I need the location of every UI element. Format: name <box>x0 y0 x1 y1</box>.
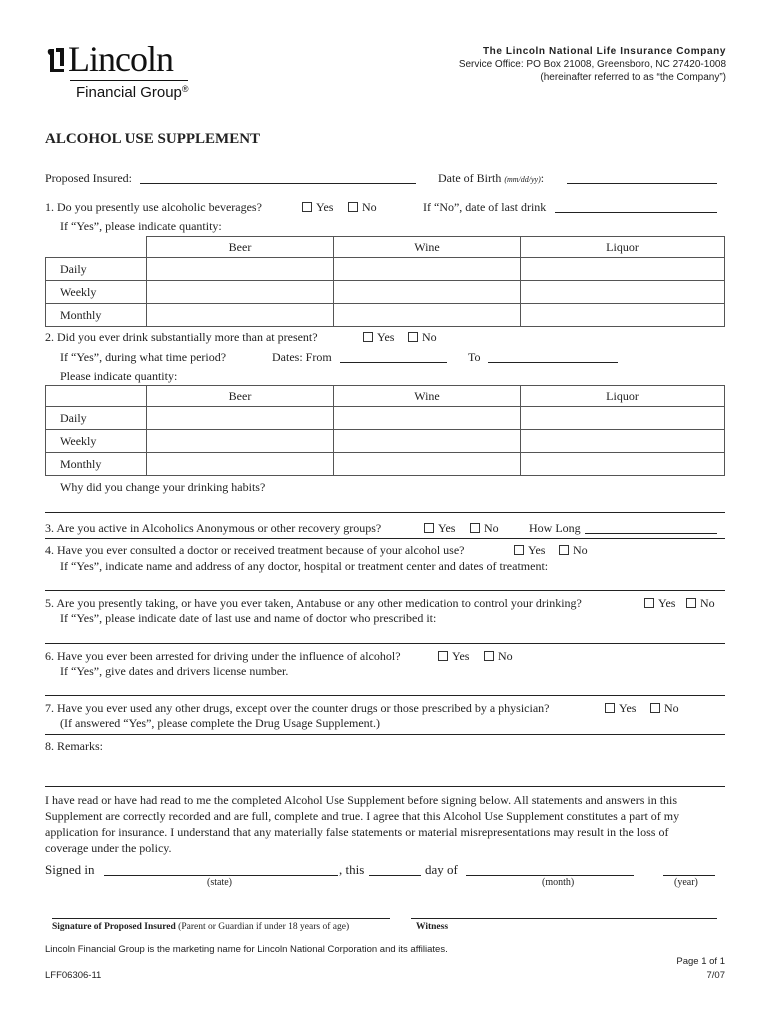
signed-in-state-field[interactable] <box>104 865 338 876</box>
q6-sub: If “Yes”, give dates and drivers license number. <box>60 664 289 678</box>
q6-no-checkbox[interactable] <box>484 651 494 661</box>
table-header-wine: Wine <box>334 386 521 407</box>
q7-no-checkbox[interactable] <box>650 703 660 713</box>
q4-answer-line[interactable] <box>45 590 725 591</box>
q1-yes-checkbox[interactable] <box>302 202 312 212</box>
state-caption: (state) <box>207 877 232 888</box>
q1-no[interactable]: No <box>348 200 377 215</box>
footer-marketing: Lincoln Financial Group is the marketing name for Lincoln National Corporation and its affiliates. <box>45 944 448 955</box>
q2-why-label: Why did you change your drinking habits? <box>60 480 266 494</box>
q5-yes-checkbox[interactable] <box>644 598 654 608</box>
q1-yes[interactable]: Yes <box>302 200 333 215</box>
day-field[interactable] <box>369 865 421 876</box>
q7-yes[interactable]: Yes <box>605 701 636 716</box>
q5-no-checkbox[interactable] <box>686 598 696 608</box>
q6-answer-line[interactable] <box>45 695 725 696</box>
q2-quantity-table <box>45 385 725 476</box>
table-cell[interactable] <box>521 281 725 304</box>
q5-sub: If “Yes”, please indicate date of last use and name of doctor who prescribed it: <box>60 611 437 625</box>
table-header-wine: Wine <box>334 237 521 258</box>
table-cell[interactable] <box>334 281 521 304</box>
company-name: The Lincoln National Life Insurance Company <box>482 46 726 57</box>
footer-form-number: LFF06306-11 <box>45 970 102 981</box>
footer-page: Page 1 of 1 <box>676 956 725 967</box>
table-cell[interactable] <box>147 281 334 304</box>
declaration-line: application for insurance. I understand that any materially false statements or material misrepresentations may result in the loss of <box>45 825 669 839</box>
signed-in-label: Signed in <box>45 862 95 877</box>
table-header-beer: Beer <box>147 237 334 258</box>
witness-signature-line[interactable] <box>411 918 717 919</box>
insured-signature-line[interactable] <box>52 918 390 919</box>
logo-subtitle: Financial Group® <box>76 84 189 101</box>
company-address: Service Office: PO Box 21008, Greensboro, NC 27420-1008 <box>458 59 726 70</box>
table-cell[interactable] <box>521 407 725 430</box>
q3-no[interactable]: No <box>470 521 499 536</box>
q2-period-label: If “Yes”, during what time period? <box>60 350 227 364</box>
table-cell[interactable] <box>147 430 334 453</box>
insured-signature-caption: Signature of Proposed Insured (Parent or Guardian if under 18 years of age) <box>52 922 350 932</box>
q7-yes-checkbox[interactable] <box>605 703 615 713</box>
q2-dates-from-label: Dates: From <box>272 350 332 364</box>
table-cell[interactable] <box>147 453 334 476</box>
year-field[interactable] <box>663 865 715 876</box>
logo-rule <box>70 80 188 81</box>
q6-no[interactable]: No <box>484 649 513 664</box>
q6-yes[interactable]: Yes <box>438 649 469 664</box>
q3-yes[interactable]: Yes <box>424 521 455 536</box>
q2-text: 2. Did you ever drink substantially more than at present? <box>45 330 318 344</box>
table-cell[interactable] <box>147 258 334 281</box>
q5-no[interactable]: No <box>686 596 715 611</box>
row-label-weekly: Weekly <box>46 430 147 453</box>
table-cell[interactable] <box>334 430 521 453</box>
company-note: (hereinafter referred to as “the Company”) <box>540 72 726 83</box>
proposed-insured-label: Proposed Insured: <box>45 171 132 185</box>
row-label-monthly: Monthly <box>46 304 147 327</box>
q1-quantity-table <box>45 236 725 327</box>
divider <box>45 538 725 539</box>
q2-no-checkbox[interactable] <box>408 332 418 342</box>
table-cell[interactable] <box>334 304 521 327</box>
table-cell[interactable] <box>521 453 725 476</box>
year-caption: (year) <box>674 877 698 888</box>
q7-text: 7. Have you ever used any other drugs, except over the counter drugs or those prescribed by a physician? <box>45 701 550 715</box>
table-header-liquor: Liquor <box>521 386 725 407</box>
q7-sub: (If answered “Yes”, please complete the Drug Usage Supplement.) <box>60 716 381 730</box>
q5-yes[interactable]: Yes <box>644 596 675 611</box>
q2-dates-from-field[interactable] <box>340 352 447 363</box>
q3-text: 3. Are you active in Alcoholics Anonymous or other recovery groups? <box>45 521 382 535</box>
q1-quantity-prompt: If “Yes”, please indicate quantity: <box>60 219 222 233</box>
table-cell[interactable] <box>334 258 521 281</box>
q5-text: 5. Are you presently taking, or have you ever taken, Antabuse or any other medication to control your drinking? <box>45 596 582 610</box>
table-cell[interactable] <box>521 258 725 281</box>
table-cell[interactable] <box>521 304 725 327</box>
day-of-label: day of <box>425 862 458 877</box>
logo-wordmark: Lincoln <box>68 39 173 79</box>
q4-no-checkbox[interactable] <box>559 545 569 555</box>
page-title: ALCOHOL USE SUPPLEMENT <box>45 131 261 147</box>
row-label-daily: Daily <box>46 407 147 430</box>
q3-no-checkbox[interactable] <box>470 523 480 533</box>
q4-yes[interactable]: Yes <box>514 543 545 558</box>
table-header-beer: Beer <box>147 386 334 407</box>
divider <box>45 734 725 735</box>
this-label: , this <box>339 862 365 877</box>
q1-last-drink-label: If “No”, date of last drink <box>423 200 547 214</box>
q3-how-long-field[interactable] <box>585 523 717 534</box>
declaration-text <box>45 792 679 856</box>
dob-field[interactable] <box>567 173 717 184</box>
table-header-liquor: Liquor <box>521 237 725 258</box>
q1-last-drink-field[interactable] <box>555 202 717 213</box>
table-header-blank <box>46 386 147 407</box>
q4-sub: If “Yes”, indicate name and address of any doctor, hospital or treatment center and dates of treatment: <box>60 559 549 573</box>
q4-no[interactable]: No <box>559 543 588 558</box>
q1-text: 1. Do you presently use alcoholic beverages? <box>45 200 262 214</box>
q2-why-line[interactable] <box>45 512 725 513</box>
q7-no[interactable]: No <box>650 701 679 716</box>
declaration-line: I have read or have had read to me the completed Alcohol Use Supplement before signing below. All statements and answers in this <box>45 793 678 807</box>
footer-date: 7/07 <box>706 970 725 981</box>
q3-how-long-label: How Long <box>529 521 581 535</box>
table-cell[interactable] <box>521 430 725 453</box>
row-label-daily: Daily <box>46 258 147 281</box>
table-cell[interactable] <box>147 304 334 327</box>
q3-yes-checkbox[interactable] <box>424 523 434 533</box>
q6-text: 6. Have you ever been arrested for driving under the influence of alcohol? <box>45 649 401 663</box>
q8-remarks-line[interactable] <box>45 786 725 787</box>
table-header-blank <box>46 237 147 258</box>
q2-no[interactable]: No <box>408 330 437 345</box>
table-cell[interactable] <box>147 407 334 430</box>
declaration-line: coverage under the policy. <box>45 841 172 855</box>
dob-label: Date of Birth (mm/dd/yy): <box>438 171 545 185</box>
table-cell[interactable] <box>334 407 521 430</box>
month-field[interactable] <box>466 865 634 876</box>
q5-answer-line[interactable] <box>45 643 725 644</box>
q2-to-label: To <box>468 350 481 364</box>
declaration-line: Supplement are correctly recorded and are full, complete and true. I agree that this Alcohol Use Supplement constitutes a part of my <box>45 809 680 823</box>
q4-yes-checkbox[interactable] <box>514 545 524 555</box>
proposed-insured-field[interactable] <box>140 173 416 184</box>
q2-yes-checkbox[interactable] <box>363 332 373 342</box>
q1-no-checkbox[interactable] <box>348 202 358 212</box>
row-label-monthly: Monthly <box>46 453 147 476</box>
row-label-weekly: Weekly <box>46 281 147 304</box>
month-caption: (month) <box>542 877 575 888</box>
q4-text: 4. Have you ever consulted a doctor or received treatment because of your alcohol use? <box>45 543 465 557</box>
q2-to-field[interactable] <box>488 352 618 363</box>
lincoln-logo-icon <box>46 46 68 74</box>
table-cell[interactable] <box>334 453 521 476</box>
witness-caption: Witness <box>416 922 449 932</box>
q2-yes[interactable]: Yes <box>363 330 394 345</box>
q8-text: 8. Remarks: <box>45 739 103 753</box>
q6-yes-checkbox[interactable] <box>438 651 448 661</box>
q2-quantity-prompt: Please indicate quantity: <box>60 369 178 383</box>
